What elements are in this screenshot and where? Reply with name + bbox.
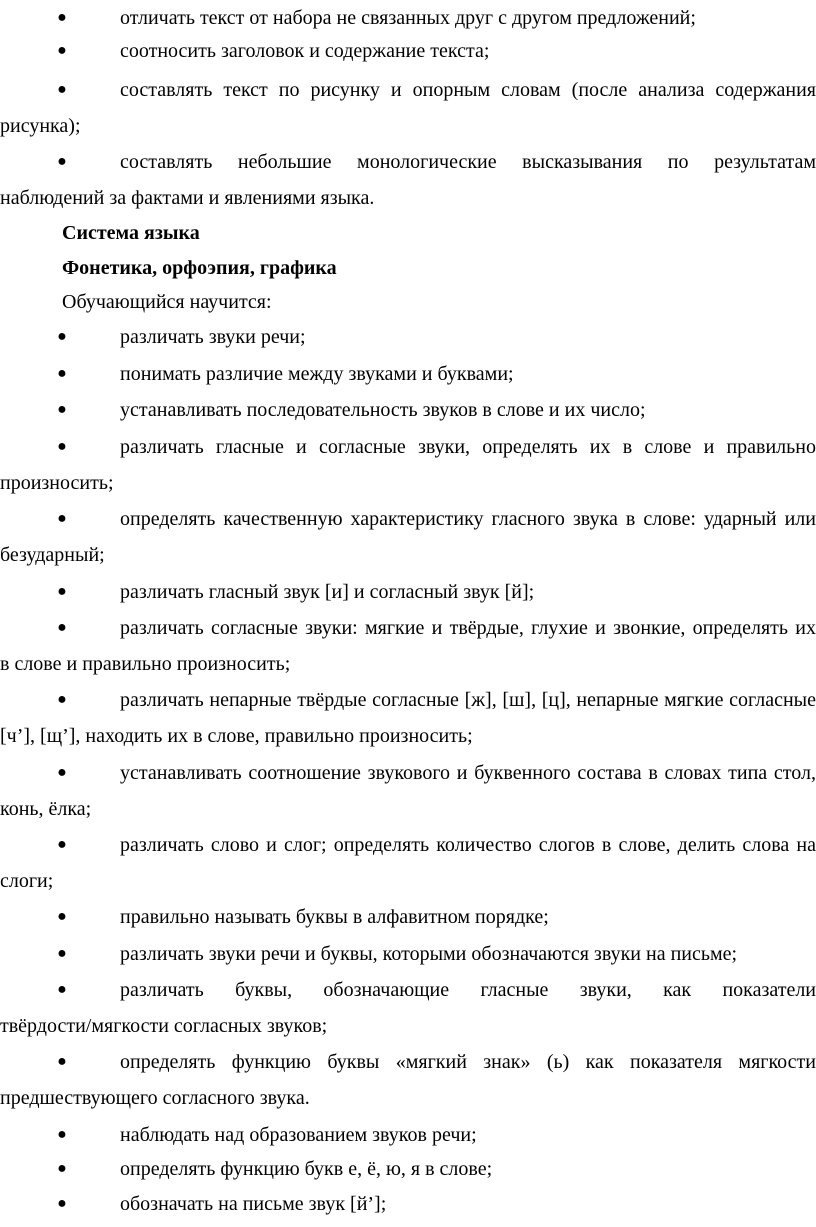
list-item [0, 360, 816, 388]
list-item-text: различать гласные и согласные звуки, определять их в слове и правильно [120, 436, 816, 458]
bullet: ● [57, 42, 67, 59]
list-item-continuation-text: рисунка); [0, 115, 81, 137]
list-item-text: различать звуки речи; [120, 326, 306, 348]
bullet: ● [57, 691, 67, 708]
list-item-text: правильно называть буквы в алфавитном порядке; [120, 906, 549, 928]
list-item-text: различать непарные твёрдые согласные [ж], [ш], [ц], непарные мягкие согласные [120, 689, 816, 711]
list-item [0, 433, 816, 461]
bullet: ● [57, 764, 67, 781]
list-item-continuation [0, 650, 816, 678]
list-item [0, 37, 816, 65]
list-item-text: различать гласный звук [и] и согласный звук [й]; [120, 581, 535, 603]
list-item [0, 76, 816, 104]
list-item [0, 614, 816, 642]
list-item-continuation [0, 112, 816, 140]
list-item-text: соотносить заголовок и содержание текста; [120, 40, 490, 62]
bullet: ● [57, 1195, 67, 1212]
list-item [0, 831, 816, 859]
subsection-title: Фонетика, орфоэпия, графика [62, 257, 337, 279]
list-item [0, 759, 816, 787]
list-item-continuation [0, 1084, 816, 1112]
learner-intro: Обучающийся научится: [62, 291, 272, 313]
list-item-continuation-text: наблюдений за фактами и явлениями языка. [0, 187, 375, 209]
bullet: ● [57, 401, 67, 418]
list-item [0, 148, 816, 176]
bullet: ● [57, 438, 67, 455]
list-item-continuation [0, 722, 816, 750]
bullet: ● [57, 153, 67, 170]
list-item-continuation-text: твёрдости/мягкости согласных звуков; [0, 1015, 328, 1037]
list-item-text: устанавливать последовательность звуков в слове и их число; [120, 399, 646, 421]
list-item [0, 1121, 816, 1149]
list-item-continuation-text: в слове и правильно произносить; [0, 653, 291, 675]
bullet: ● [57, 619, 67, 636]
list-item-text: различать буквы, обозначающие гласные звуки, как показатели [120, 979, 816, 1001]
list-item-continuation [0, 541, 816, 569]
list-item-text: обозначать на письме звук [й’]; [120, 1193, 387, 1215]
list-item-continuation-text: [ч’], [щ’], находить их в слове, правильно произносить; [0, 725, 473, 747]
list-item-continuation [0, 1012, 816, 1040]
list-item [0, 578, 816, 606]
list-item [0, 396, 816, 424]
list-item-text: различать звуки речи и буквы, которыми обозначаются звуки на письме; [120, 943, 738, 965]
list-item-text: определять функцию буквы «мягкий знак» (ь) как показателя мягкости [120, 1051, 816, 1073]
list-item-text: определять функцию букв е, ё, ю, я в слове; [120, 1158, 493, 1180]
list-item [0, 4, 816, 32]
list-item [0, 686, 816, 714]
section-title: Система языка [62, 222, 200, 244]
list-item-continuation [0, 184, 816, 212]
list-item-continuation-text: безударный; [0, 544, 105, 566]
list-item-continuation-text: предшествующего согласного звука. [0, 1087, 310, 1109]
list-item-text: отличать текст от набора не связанных друг с другом предложений; [120, 7, 696, 29]
list-item [0, 323, 816, 351]
list-item [0, 1048, 816, 1076]
bullet: ● [57, 328, 67, 345]
list-item-continuation-text: произносить; [0, 472, 114, 494]
list-item-text: составлять текст по рисунку и опорным словам (после анализа содержания [120, 79, 816, 101]
list-item-text: составлять небольшие монологические высказывания по результатам [120, 151, 816, 173]
list-item-text: понимать различие между звуками и буквами; [120, 363, 514, 385]
list-item-text: различать слово и слог; определять количество слогов в слове, делить слова на [120, 834, 816, 856]
list-item [0, 1190, 816, 1218]
bullet: ● [57, 583, 67, 600]
bullet: ● [57, 9, 67, 26]
list-item-continuation-text: слоги; [0, 870, 54, 892]
list-item [0, 976, 816, 1004]
list-item-continuation [0, 469, 816, 497]
bullet: ● [57, 981, 67, 998]
list-item-text: различать согласные звуки: мягкие и твёрдые, глухие и звонкие, определять их [120, 617, 816, 639]
bullet: ● [57, 1053, 67, 1070]
list-item-text: определять качественную характеристику гласного звука в слове: ударный или [120, 508, 816, 530]
list-item-text: устанавливать соотношение звукового и буквенного состава в словах типа стол, [120, 762, 816, 784]
bullet: ● [57, 1126, 67, 1143]
list-item-continuation [0, 867, 816, 895]
bullet: ● [57, 1160, 67, 1177]
bullet: ● [57, 945, 67, 962]
list-item [0, 940, 816, 968]
list-item-continuation-text: конь, ёлка; [0, 798, 92, 820]
bullet: ● [57, 81, 67, 98]
bullet: ● [57, 510, 67, 527]
list-item [0, 1155, 816, 1183]
list-item-continuation [0, 795, 816, 823]
list-item-text: наблюдать над образованием звуков речи; [120, 1124, 477, 1146]
list-item [0, 505, 816, 533]
bullet: ● [57, 836, 67, 853]
bullet: ● [57, 365, 67, 382]
bullet: ● [57, 908, 67, 925]
list-item [0, 903, 816, 931]
